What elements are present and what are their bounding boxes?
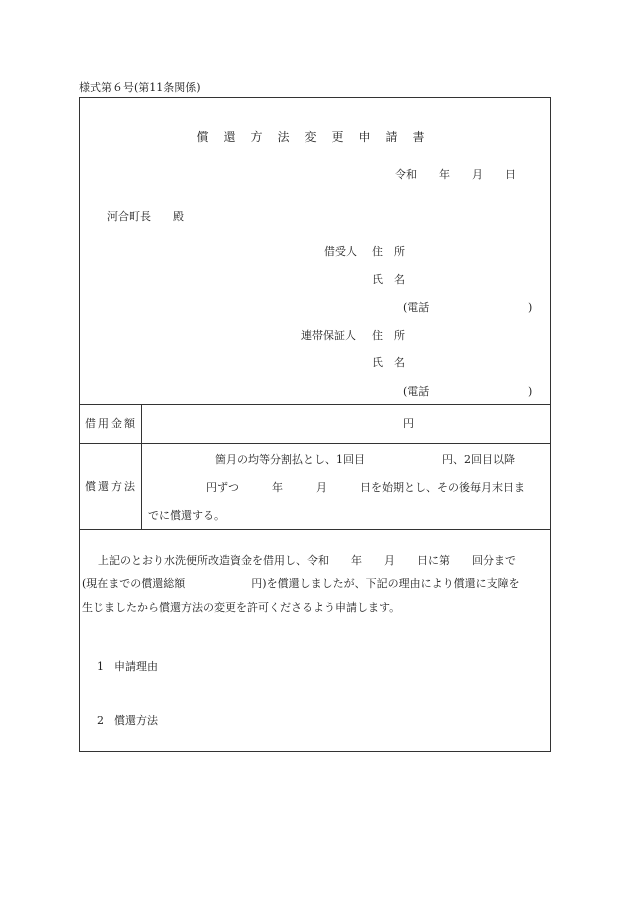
- label-column-divider: [141, 404, 142, 529]
- title-char-4: 変: [304, 130, 317, 144]
- body-line-2: (現在までの償還総額 円)を償還しましたが、下記の理由により償還に支障を: [82, 577, 520, 590]
- guarantor-phone-open: (電話: [403, 385, 430, 398]
- form-number: 様式第６号(第11条関係): [79, 81, 201, 94]
- title-char-3: 法: [277, 130, 290, 144]
- divider-repayment-bottom: [79, 529, 551, 530]
- borrower-name-label: 氏 名: [372, 273, 405, 286]
- title-char-2: 方: [250, 130, 263, 144]
- guarantor-label: 連帯保証人: [301, 329, 356, 342]
- title-char-7: 請: [385, 130, 398, 144]
- item-1-number: 1: [97, 660, 104, 673]
- repayment-line-1: 箇月の均等分割払とし、1回目 円、2回目以降: [215, 453, 515, 466]
- form-frame: [79, 97, 551, 752]
- divider-repayment-top: [79, 443, 551, 444]
- body-line-1: 上記のとおり水洗便所改造資金を借用し、令和 年 月 日に第 回分まで: [98, 554, 516, 567]
- title-char-5: 更: [331, 130, 344, 144]
- borrower-address-label: 住 所: [372, 245, 405, 258]
- borrower-phone-open: (電話: [403, 301, 430, 314]
- loan-amount-label: 借用金額: [85, 417, 137, 430]
- repayment-line-2: 円ずつ 年 月 日を始期とし、その後毎月末日ま: [206, 481, 525, 494]
- item-2-number: 2: [97, 714, 104, 727]
- borrower-label: 借受人: [324, 245, 357, 258]
- title-char-8: 書: [412, 130, 425, 144]
- guarantor-name-label: 氏 名: [372, 356, 405, 369]
- loan-amount-unit: 円: [403, 417, 414, 430]
- guarantor-address-label: 住 所: [372, 329, 405, 342]
- body-line-3: 生じましたから償還方法の変更を許可くださるよう申請します。: [82, 601, 401, 614]
- item-2-label: 償還方法: [114, 714, 158, 727]
- divider-loan-top: [79, 404, 551, 405]
- guarantor-phone-close: ): [528, 385, 533, 398]
- form-title: [189, 131, 432, 143]
- title-char-6: 申: [358, 130, 371, 144]
- title-char-1: 還: [223, 130, 236, 144]
- repayment-label: 償還方法: [85, 480, 137, 493]
- date-line: 令和 年 月 日: [395, 168, 516, 181]
- item-1-label: 申請理由: [114, 660, 158, 673]
- borrower-phone-close: ): [528, 301, 533, 314]
- title-char-0: 償: [196, 130, 209, 144]
- repayment-line-3: でに償還する。: [148, 509, 225, 522]
- addressee: 河合町長 殿: [107, 210, 184, 223]
